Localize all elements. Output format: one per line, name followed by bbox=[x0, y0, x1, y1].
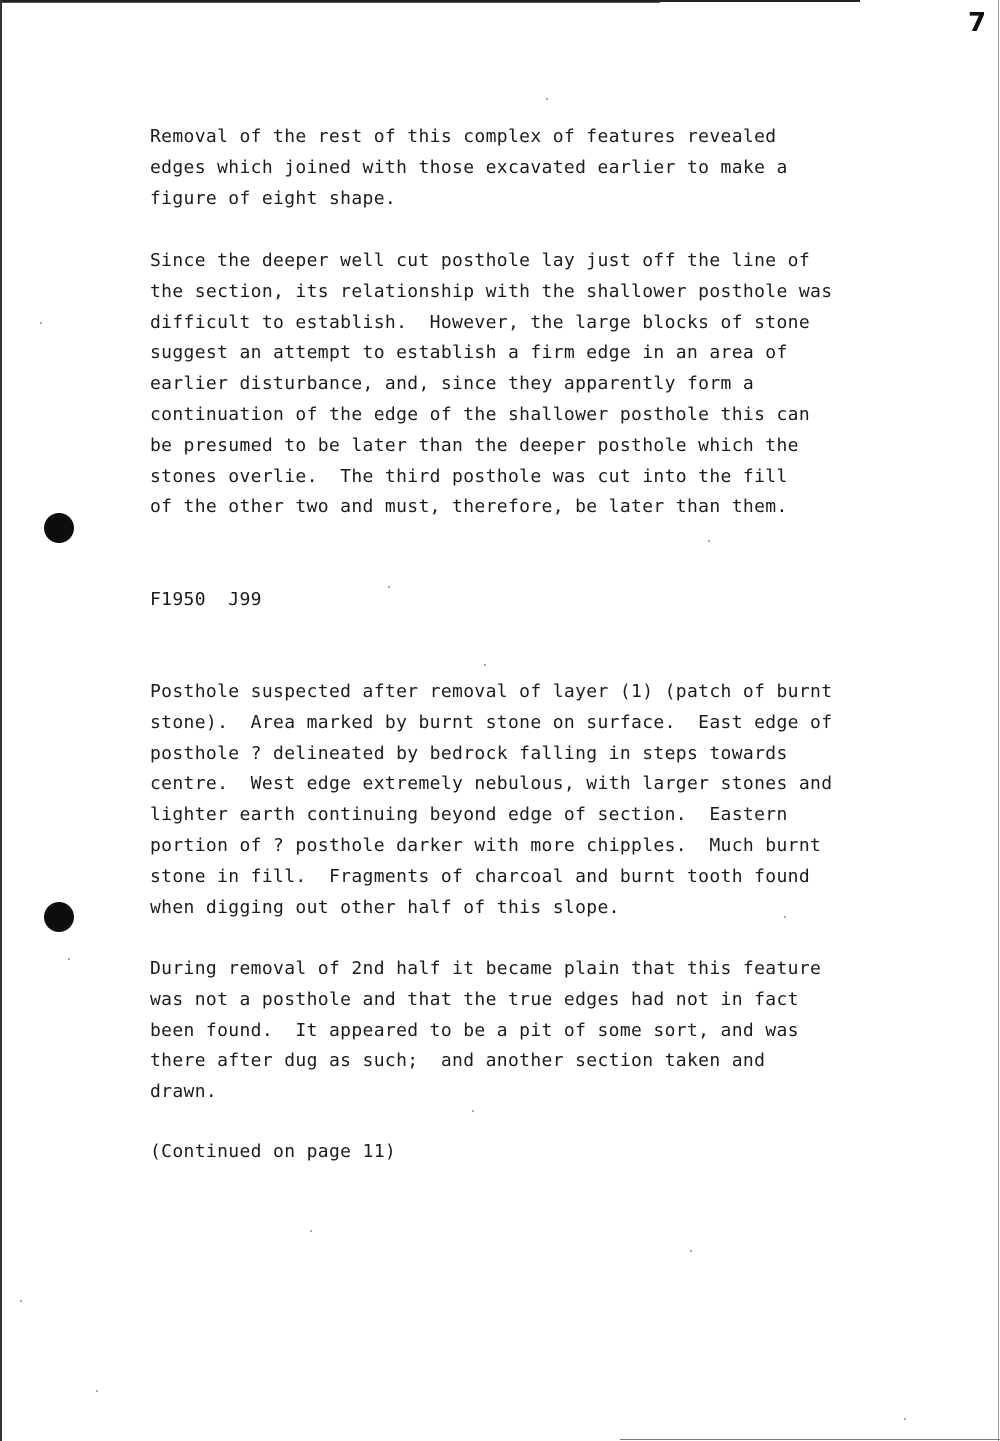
text-line: be presumed to be later than the deeper posthole which the bbox=[150, 434, 799, 456]
text-line: stone in fill. Fragments of charcoal and burnt tooth found bbox=[150, 865, 811, 887]
scan-speck bbox=[40, 322, 42, 324]
text-line: stones overlie. The third posthole was cut into the fill bbox=[150, 465, 788, 487]
scan-speck bbox=[904, 1418, 906, 1420]
text-line: figure of eight shape. bbox=[150, 187, 397, 209]
scan-edge-top-inner bbox=[0, 2, 660, 3]
text-line: stone). Area marked by burnt stone on surface. East edge of bbox=[150, 711, 833, 733]
text-line: when digging out other half of this slope. bbox=[150, 896, 620, 918]
text-line: centre. West edge extremely nebulous, with larger stones and bbox=[150, 773, 833, 795]
paragraph-posthole-suspected bbox=[150, 677, 910, 923]
scan-speck bbox=[20, 1300, 22, 1302]
continuation-note: (Continued on page 11) bbox=[150, 1141, 397, 1162]
scan-edge-right bbox=[998, 0, 999, 1441]
text-line: was not a posthole and that the true edges had not in fact bbox=[150, 988, 799, 1010]
text-line: difficult to establish. However, the large blocks of stone bbox=[150, 311, 811, 333]
scan-speck bbox=[546, 98, 548, 100]
paragraph-posthole-relationship bbox=[150, 246, 910, 523]
scan-edge-bottom bbox=[620, 1439, 1000, 1440]
text-line: drawn. bbox=[150, 1081, 218, 1103]
text-line: of the other two and must, therefore, be later than them. bbox=[150, 496, 788, 518]
text-line: been found. It appeared to be a pit of some sort, and was bbox=[150, 1019, 799, 1041]
text-line: there after dug as such; and another section taken and bbox=[150, 1050, 766, 1072]
scan-edge-left bbox=[0, 0, 2, 1441]
text-line: edges which joined with those excavated earlier to make a bbox=[150, 156, 788, 178]
scan-speck bbox=[388, 586, 390, 588]
text-line: lighter earth continuing beyond edge of section. Eastern bbox=[150, 804, 788, 826]
text-line: the section, its relationship with the shallower posthole was bbox=[150, 280, 833, 302]
paragraph-second-half-removal bbox=[150, 954, 910, 1108]
text-line: Removal of the rest of this complex of features revealed bbox=[150, 126, 777, 147]
text-line: Posthole suspected after removal of layer (1) (patch of burnt bbox=[150, 681, 833, 702]
scan-speck bbox=[68, 958, 70, 960]
scan-speck bbox=[690, 1250, 692, 1252]
text-line: continuation of the edge of the shallower posthole this can bbox=[150, 403, 811, 425]
scan-speck bbox=[784, 916, 786, 918]
scan-speck bbox=[708, 540, 710, 542]
text-line: posthole ? delineated by bedrock falling in steps towards bbox=[150, 742, 788, 764]
scan-speck bbox=[96, 1390, 98, 1392]
text-line: suggest an attempt to establish a firm edge in an area of bbox=[150, 342, 788, 364]
scan-speck bbox=[310, 1230, 312, 1232]
feature-reference: F1950 J99 bbox=[150, 589, 262, 610]
text-line: earlier disturbance, and, since they apparently form a bbox=[150, 373, 755, 395]
page-number: 7 bbox=[968, 8, 987, 38]
text-line: portion of ? posthole darker with more chipples. Much burnt bbox=[150, 834, 822, 856]
text-line: Since the deeper well cut posthole lay just off the line of bbox=[150, 250, 811, 271]
punch-hole-icon bbox=[44, 902, 74, 932]
text-line: During removal of 2nd half it became plain that this feature bbox=[150, 958, 822, 979]
scan-speck bbox=[484, 664, 486, 666]
punch-hole-icon bbox=[44, 513, 74, 543]
scan-speck bbox=[472, 1110, 474, 1112]
paragraph-removal bbox=[150, 122, 910, 214]
